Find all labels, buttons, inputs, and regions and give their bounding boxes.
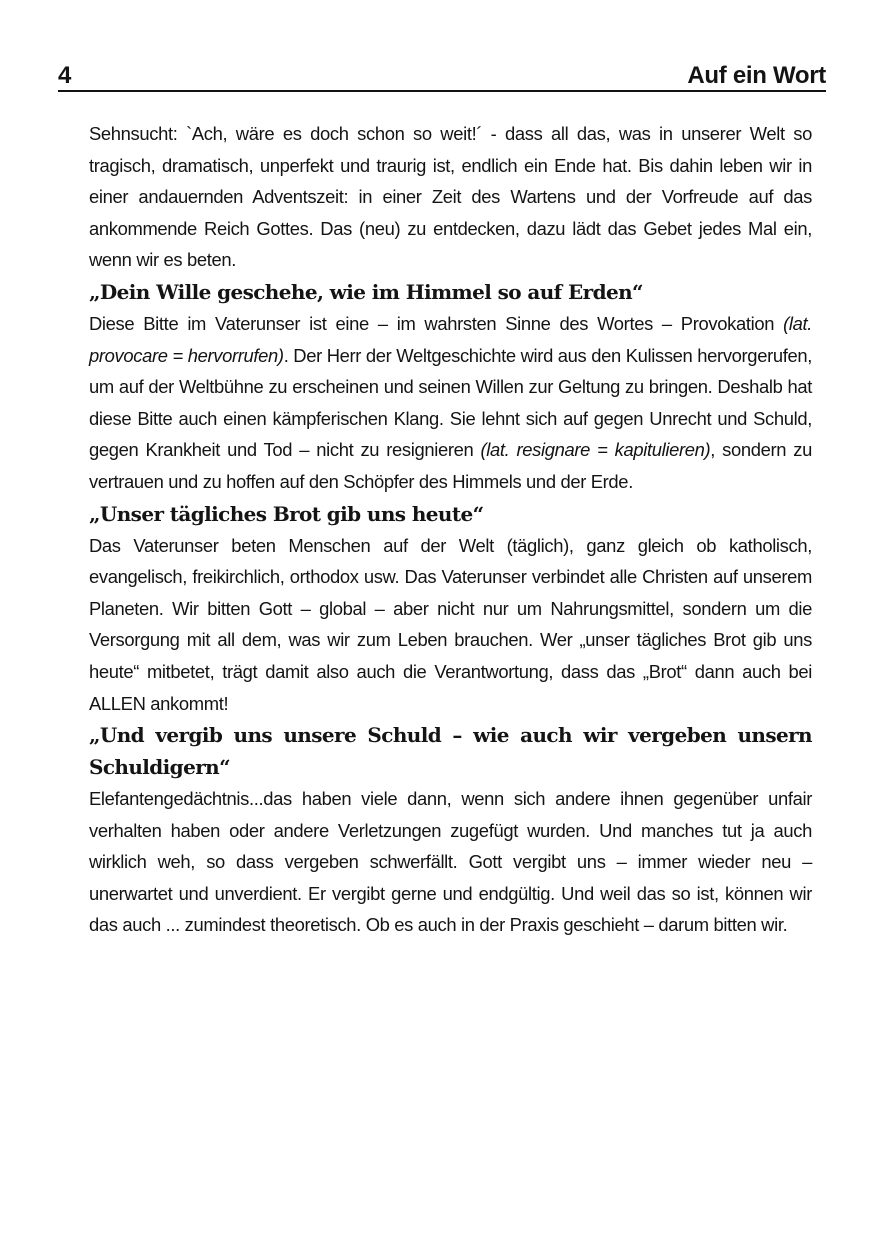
section-paragraph: Elefantengedächtnis...das haben viele dann, wenn sich andere ihnen gegenüber unfair verhalten haben oder andere Verletzungen zugefügt wurden. Und manches tut ja auch wirklich weh, so dass vergeben schwerfällt. Gott vergibt uns – immer wieder neu – unerwartet und unverdient. Er vergibt gerne und endgültig. Und weil das so ist, können wir das auch ... zumindest theoretisch. Ob es auch in der Praxis geschieht – darum bitten wir. [89,788,812,936]
text-run: Diese Bitte im Vaterunser ist eine – im wahrsten Sinne des Wortes – Provokation [89,312,784,334]
section-heading: „Dein Wille geschehe, wie im Himmel so auf Erden“ [89,279,643,304]
italic-note: (lat. provocare = hervorrufen) [89,312,812,366]
section-paragraph: Das Vaterunser beten Menschen auf der Welt (täglich), ganz gleich ob katholisch, evangelisch, freikirchlich, orthodox usw. Das Vaterunser verbindet alle Christen auf unserem Planeten. Wir bitten Gott – global – aber nicht nur um Nahrungsmittel, sondern um die Versorgung mit all dem, was wir zum Leben brauchen. Wer „unser tägliches Brot gib uns heute“ mitbetet, trägt damit also auch die Verantwortung, dass das „Brot“ dann auch bei ALLEN ankommt! [89,534,812,714]
text-run: . Der Herr der Weltgeschichte wird aus den Kulissen hervorgerufen, um auf der Weltbühne zu erscheinen und seinen Willen zur Geltung zu bringen. Deshalb hat diese Bitte auch einen kämpferischen Klang. Sie lehnt sich auf gegen Unrecht und Schuld, gegen Krankheit und Tod – nicht zu resignieren [89,344,812,461]
page-content [89,118,812,941]
intro-paragraph: Sehnsucht: `Ach, wäre es doch schon so weit!´ - dass all das, was in unserer Welt so tragisch, dramatisch, unperfekt und traurig ist, endlich ein Ende hat. Bis dahin leben wir in einer andauernden Adventszeit: in einer Zeit des Wartens und der Vorfreude auf das ankommende Reich Gottes. Das (neu) zu entdecken, dazu lädt das Gebet jedes Mal ein, wenn wir es beten. [89,123,812,271]
section-paragraph [89,308,812,498]
running-title: Auf ein Wort [687,62,826,89]
page-number: 4 [58,62,72,89]
section-heading: „Unser tägliches Brot gib uns heute“ [89,501,484,526]
section-heading: „Und vergib uns unsere Schuld – wie auch wir vergeben unsern Schuldigern“ [89,723,812,780]
text-run: , sondern zu vertrauen und zu hoffen auf den Schöpfer des Himmels und der Erde. [89,439,812,492]
page-header [58,60,826,92]
italic-note: (lat. resignare = kapitulieren) [480,439,711,461]
